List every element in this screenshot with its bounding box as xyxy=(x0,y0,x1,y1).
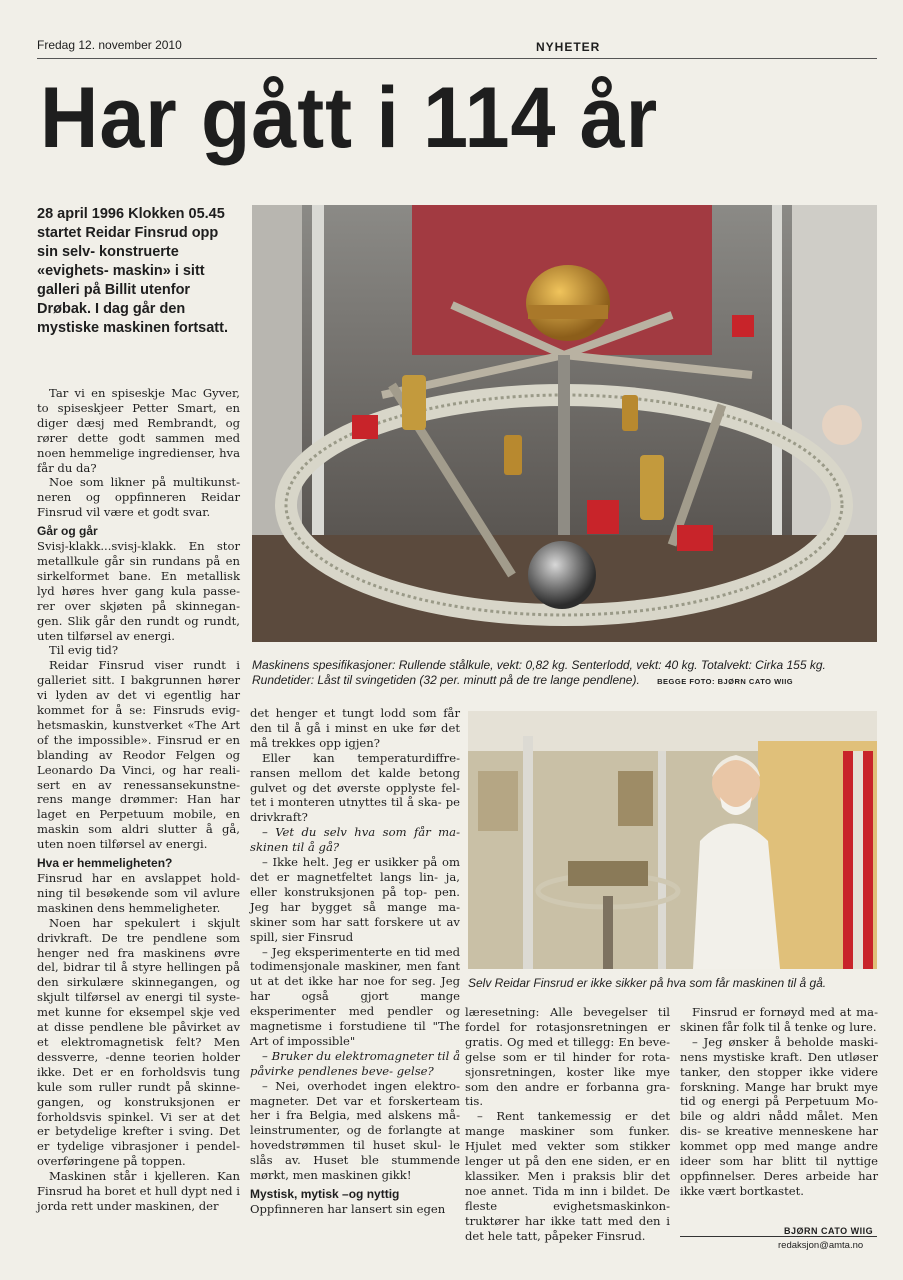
byline-author: BJØRN CATO WIIG xyxy=(784,1226,874,1236)
paragraph: Svisj-klakk...svisj-klakk. En stor metallkule går sin rundans på en sirkelformet bane. En metallisk lyd høres hver gang kula passe- rer over skjøten på skinnegan- gen. Slik går den rundt og rundt, uten tilførsel av energi. xyxy=(37,539,240,643)
article-column-1 xyxy=(37,386,240,1214)
article-column-3 xyxy=(465,1005,670,1244)
paragraph: – Jeg eksperimenterte en tid med todimensjonale maskiner, men fant ut at det ikke har noe for seg. Jeg har også gjort mange eksperimenter med pendler og magnetisme i forstudiene til "The Art of impossible" xyxy=(250,944,460,1048)
photo1-caption xyxy=(252,658,877,689)
paragraph: – Jeg ønsker å beholde maski- nens mystiske kraft. Den utløser tanker, den stopper ikke videre forskning. Mange har brukt mye tid og energi på Perpetuum Mo- bile og aldri nådd målet. Men dis- se kreative menneskene har kommet opp med mange andre ideer som har blitt til nyttige oppfinnelser. Deres arbeide har ikke vært bortkastet. xyxy=(680,1034,878,1198)
paragraph: – Nei, overhodet ingen elektro- magneter. Det var et forskerteam her i fra Belgia, med alskens må- leinstrumenter, og de forlangte at hovedstrømmen til huset skul- le slås av. Huset ble stummende mørkt, men maskinen gikk! xyxy=(250,1078,460,1183)
header-rule xyxy=(37,58,877,59)
paragraph: – Ikke helt. Jeg er usikker på om det er magnetfeltet langs lin- ja, eller konstruksjonen på top- pen. Jeg har bygget så mange ma- skiner som har satt forskere ut av spill, sier Finsrud xyxy=(250,855,460,944)
byline-email[interactable]: redaksjon@amta.no xyxy=(778,1240,864,1251)
paragraph: Maskinen står i kjelleren. Kan Finsrud ha boret et hull dypt ned i jorda rett under maskinen, der xyxy=(37,1169,240,1213)
paragraph: Oppfinneren har lansert sin egen xyxy=(250,1201,446,1216)
lead-paragraph: 28 april 1996 Klokken 05.45 startet Reidar Finsrud opp sin selv- konstruerte «evighets- maskin» i sitt galleri på Billit utenfor Drøbak. I dag går den mystiske maskinen fortsatt. xyxy=(37,206,228,336)
interview-question: – Bruker du elektromagneter til å påvirke pendlenes beve- gelse? xyxy=(250,1048,460,1078)
paragraph: Reidar Finsrud viser rundt i galleriet sitt. I bakgrunnen hører vi lyden av det vi egentlig har kommet for å se: Finsruds evig- hetsmaskin, kunstverket «The Art of the impossible». Finsrud er en blanding av Reodor Felgen og Leonardo Da Vinci, og har reali- sert en av renessansekunstne- rens mange drømmer: Han har laget en Perpetuum mobile, en maskin som aldri slutter å gå, uten noen tilførsel av energi. xyxy=(37,658,240,852)
byline-rule xyxy=(680,1236,877,1237)
photo-credit: BEGGE FOTO: BJØRN CATO WIIG xyxy=(657,677,794,686)
paragraph: – Rent tankemessig er det mange maskiner som funker. Hjulet med vekter som stikker lenger ut på den ene siden, er en klassiker. Men i praksis blir det noe annet. Tida m inn i bildet. De fleste evighetsmaskinkon- truktører har ikke tatt med den i det hele tatt, påpeker Finsrud. xyxy=(465,1109,670,1243)
machine-photo xyxy=(252,205,877,642)
paragraph: læresetning: Alle bevegelser til fordel for rotasjonsretningen er gratis. Og med et tillegg: En beve- gelse som er til hinder for rota- sjonsretningen, koster like mye som den andre er forbanna gra- tis. xyxy=(465,1005,670,1109)
interview-question: – Vet du selv hva som får ma- skinen til å gå? xyxy=(250,825,460,855)
subheading: Går og går xyxy=(37,524,98,539)
perpetual-motion-machine-photo xyxy=(252,205,877,642)
paragraph: Finsrud er fornøyd med at ma- skinen får folk til å tenke og lure. xyxy=(680,1005,878,1034)
article-column-4 xyxy=(680,1005,878,1199)
subheading: Mystisk, mytisk –og nyttig xyxy=(250,1187,400,1201)
paragraph: Til evig tid? xyxy=(49,643,119,658)
subheading: Hva er hemmeligheten? xyxy=(37,856,173,871)
inventor-portrait-photo xyxy=(468,711,877,969)
paragraph: Tar vi en spiseskje Mac Gyver, to spiseskjeer Petter Smart, en diger dæsj med Rembrandt, og rører dette godt sammen med noen hemmelige ingredienser, hva får du da? xyxy=(37,386,240,475)
paragraph: Finsrud har en avslappet hold- ning til besøkende som vil avlure maskinen dens hemmeligheter. xyxy=(37,871,240,915)
photo1-caption-text: Maskinens spesifikasjoner: Rullende stålkule, vekt: 0,82 kg. Senterlodd, vekt: 40 kg. Totalvekt: Cirka 155 kg. Rundetider: Låst til svingetiden (32 per. minutt på de tre lange pendlene). xyxy=(252,658,826,687)
headline: Har gått i 114 år xyxy=(40,70,659,166)
paragraph: det henger et tungt lodd som får den til å gå i minst en uke før det må trekkes opp igjen? xyxy=(250,706,460,750)
issue-date: Fredag 12. november 2010 xyxy=(37,38,182,52)
article-column-2 xyxy=(250,706,460,1217)
paragraph: Noe som likner på multikunst- neren og oppfinneren Reidar Finsrud vil være et godt svar. xyxy=(37,475,240,520)
paragraph: Noen har spekulert i skjult drivkraft. De tre pendlene som henger ned fra maskinens øvre del, bidrar til å styre hellingen på den sirkulære skinnegangen, og skjult tilførsel av energi til syste- met kunne for eksempel skje ved at disse pendlene ble påvirket av et elektromagnetisk felt? Men dessverre, -denne teorien holder ikke. Det er en forholdsvis tung kule som ruller rundt på skinne- gangen, og konstruksjonen er forholdsvis spinkel. Vi ser at det er betydelige krefter i sving. Det er tydelige vibrasjoner i pendel- overføringene på toppen. xyxy=(37,915,240,1169)
paragraph: Eller kan temperaturdiffre- ransen mellom det kalde betong gulvet og det øverste opplyste fel- tet i monteren utnyttes til å ska- pe drivkraft? xyxy=(250,750,460,825)
section-label: NYHETER xyxy=(536,40,601,54)
inventor-photo xyxy=(468,711,877,969)
photo2-caption: Selv Reidar Finsrud er ikke sikker på hva som får maskinen til å gå. xyxy=(468,976,827,990)
